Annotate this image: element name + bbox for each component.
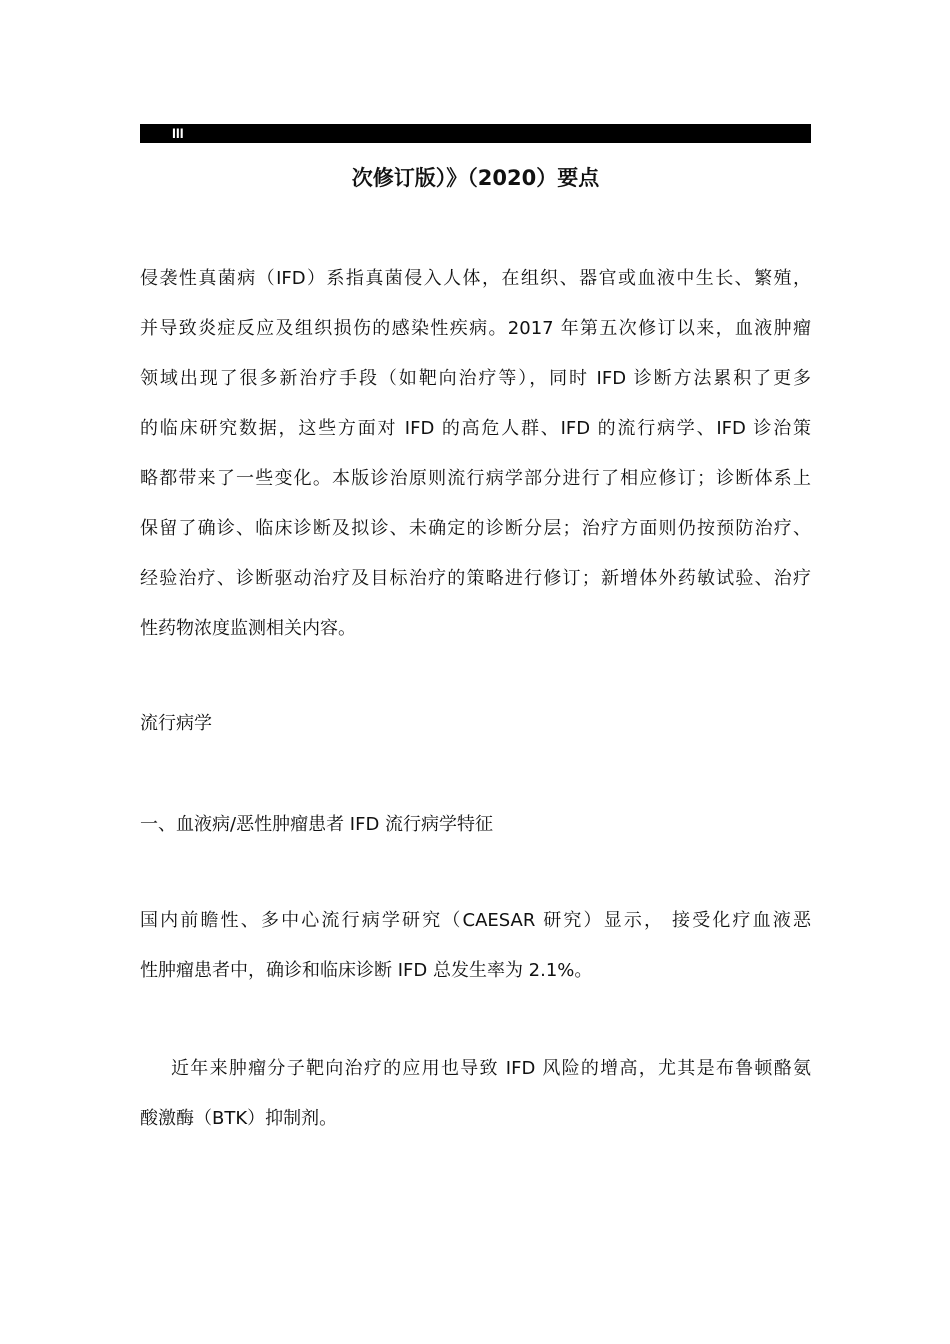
- caesar-line: 性肿瘤患者中，确诊和临床诊断 IFD 总发生率为 2.1%。: [140, 960, 593, 981]
- intro-paragraph: [140, 254, 811, 654]
- subsection-heading: 一、血液病/恶性肿瘤患者 IFD 流行病学特征: [140, 814, 494, 835]
- intro-line: 侵袭性真菌病（IFD）系指真菌侵入人体，在组织、器官或血液中生长、繁殖，: [140, 268, 811, 289]
- intro-line: 经验治疗、诊断驱动治疗及目标治疗的策略进行修订；新增体外药敏试验、治疗: [140, 568, 811, 589]
- caesar-paragraph: [140, 896, 811, 996]
- intro-line: 领域出现了很多新治疗手段（如靶向治疗等），同时 IFD 诊断方法累积了更多: [140, 368, 811, 389]
- header-banner: [140, 124, 811, 143]
- btk-line: 酸激酶（BTK）抑制剂。: [140, 1108, 338, 1129]
- caesar-line: 国内前瞻性、多中心流行病学研究（CAESAR 研究）显示， 接受化疗血液恶: [140, 910, 811, 931]
- document-title: 次修订版）》（2020）要点: [351, 166, 600, 190]
- intro-line: 并导致炎症反应及组织损伤的感染性疾病。2017 年第五次修订以来，血液肿瘤: [140, 318, 811, 339]
- banner-mark: III: [172, 125, 184, 141]
- btk-paragraph: [140, 1044, 811, 1144]
- btk-line: 近年来肿瘤分子靶向治疗的应用也导致 IFD 风险的增高，尤其是布鲁顿酪氨: [171, 1058, 811, 1079]
- intro-line: 的临床研究数据，这些方面对 IFD 的高危人群、IFD 的流行病学、IFD 诊治策: [140, 418, 811, 439]
- intro-line: 性药物浓度监测相关内容。: [140, 618, 356, 639]
- intro-line: 保留了确诊、临床诊断及拟诊、未确定的诊断分层；治疗方面则仍按预防治疗、: [140, 518, 811, 539]
- intro-line: 略都带来了一些变化。本版诊治原则流行病学部分进行了相应修订；诊断体系上: [140, 468, 811, 489]
- section-heading: 流行病学: [140, 713, 212, 734]
